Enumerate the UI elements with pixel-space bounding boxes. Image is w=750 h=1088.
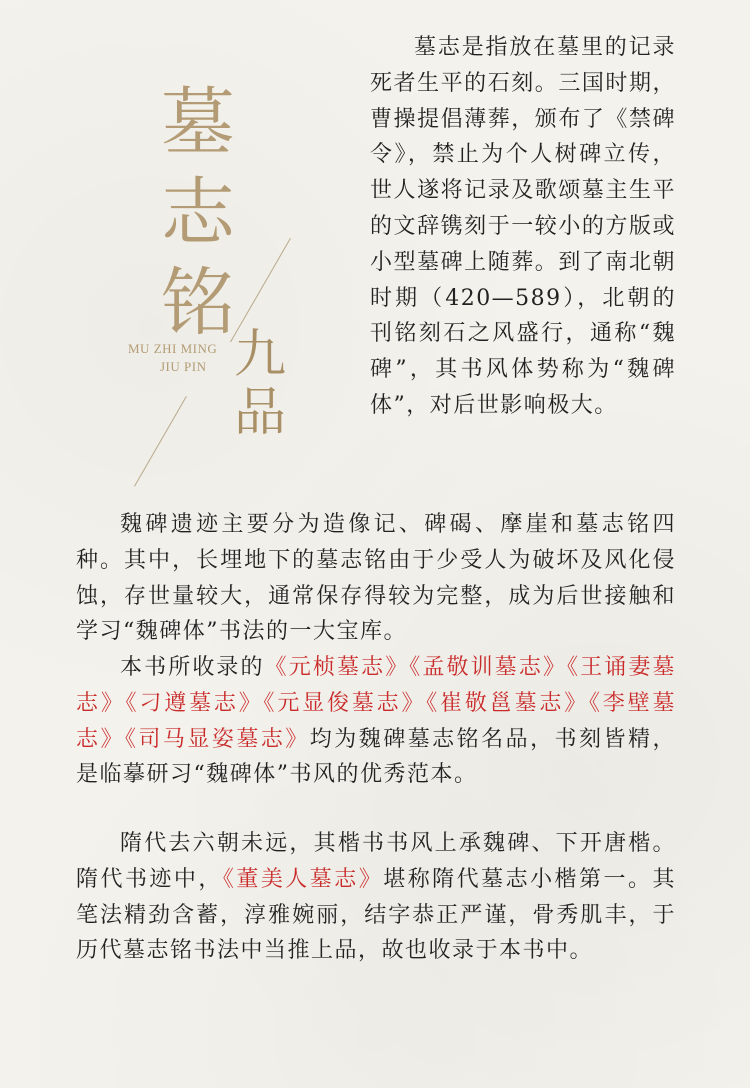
highlighted-title: 《董美人墓志》 — [222, 866, 384, 892]
paragraph-sui — [76, 826, 676, 969]
paragraph-collection — [76, 650, 676, 793]
title-sub — [228, 326, 292, 442]
decorative-line-lower — [134, 396, 187, 487]
title-char: 铭 — [161, 260, 235, 346]
highlighted-titles: 《元桢墓志》《孟敬训墓志》《王诵妻墓志》《刁遵墓志》《元显俊墓志》《崔敬邕墓志》《李壁墓志》《司马显姿墓志》 — [76, 655, 676, 752]
paragraph-text: 堪称隋代墓志小楷第一。其笔法精劲含蓄，淳雅婉丽，结字恭正严谨，骨秀肌丰，于历代墓志铭书法中当推上品，故也收录于本书中。 — [76, 866, 676, 964]
title-main — [150, 78, 246, 348]
paragraph-text: 均为魏碑墓志铭名品，书刻皆精，是临摹研习“魏碑体”书风的优秀范本。 — [76, 726, 676, 788]
paragraph-text: 隋代去六朝未远，其楷书书风上承魏碑、下开唐楷。隋代书迹中， — [76, 831, 676, 892]
paragraph-text: 本书所收录的 — [120, 655, 265, 680]
paragraph-weibei: 魏碑遗迹主要分为造像记、碑碣、摩崖和墓志铭四种。其中，长埋地下的墓志铭由于少受人为破坏及风化侵蚀，存世量较大，通常保存得较为完整，成为后世接触和学习“魏碑体”书法的一大宝库。 — [76, 512, 676, 645]
title-sub-char: 品 — [233, 383, 286, 443]
title-char: 墓 — [161, 80, 235, 166]
title-pinyin — [128, 340, 238, 376]
pinyin-line: MU ZHI MING — [128, 341, 218, 356]
title-sub-char: 九 — [233, 325, 286, 385]
title-char: 志 — [161, 170, 235, 256]
intro-paragraph: 墓志是指放在墓里的记录死者生平的石刻。三国时期，曹操提倡薄葬，颁布了《禁碑令》，禁止为个人树碑立传，世人遂将记录及歌颂墓主生平的文辞镌刻于一较小的方版或小型墓碑上随葬。到了南北朝时期（420—589），北朝的刊铭刻石之风盛行，通称“魏碑”，其书风体势称为“魏碑体”，对后世影响极大。 — [370, 35, 676, 418]
pinyin-line: JIU PIN — [160, 359, 207, 374]
